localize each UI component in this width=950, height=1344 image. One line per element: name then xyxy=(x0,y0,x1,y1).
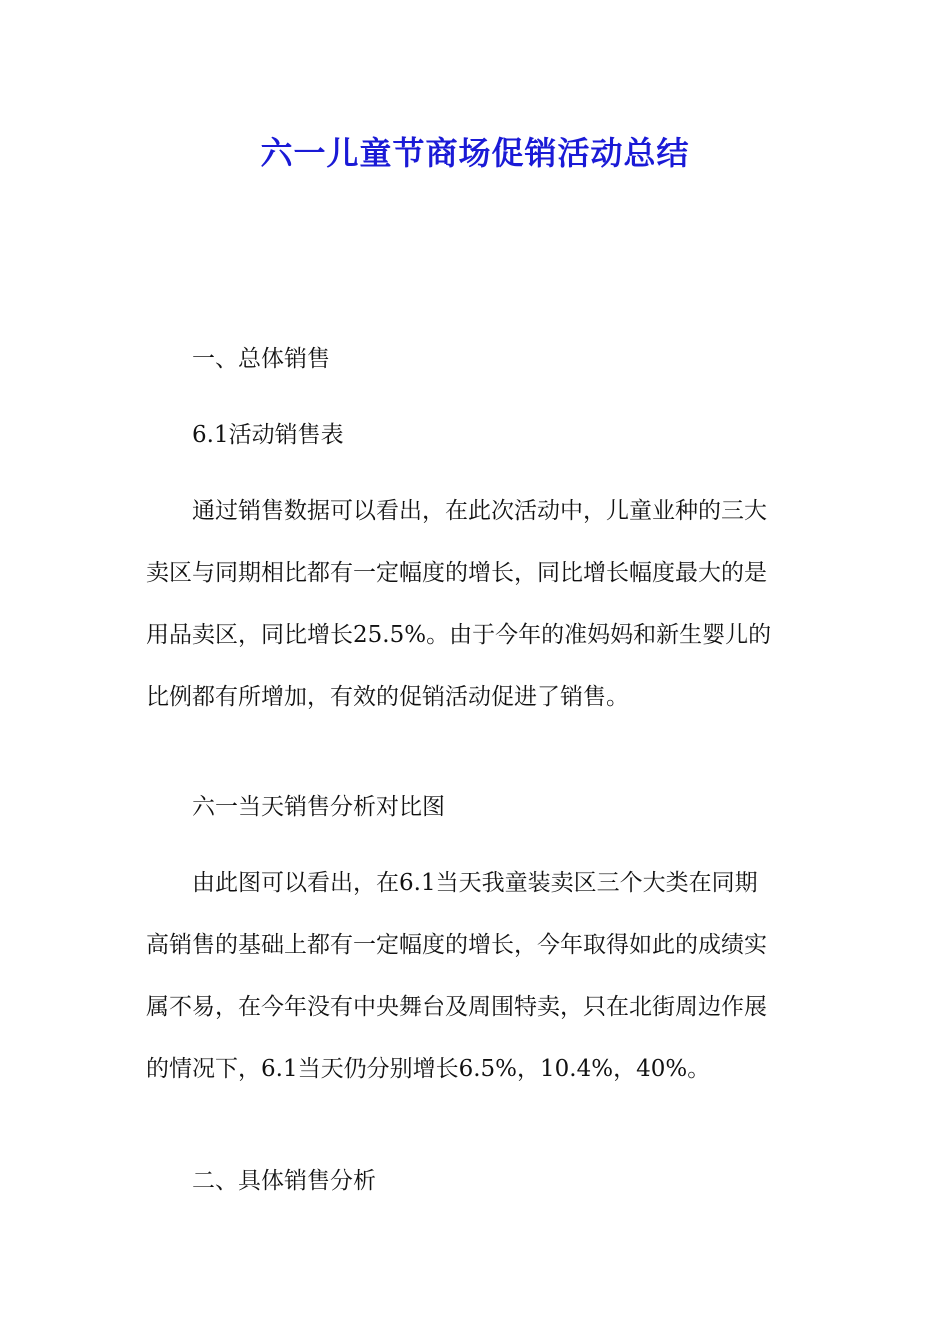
paragraph-line: 卖区与同期相比都有一定幅度的增长，同比增长幅度最大的是 xyxy=(146,560,767,586)
section-heading-detailed-sales xyxy=(146,1150,808,1212)
paragraph-line: 高销售的基础上都有一定幅度的增长，今年取得如此的成绩实 xyxy=(146,932,767,958)
section-heading-overall-sales xyxy=(146,328,808,390)
paragraph-line: 通过销售数据可以看出，在此次活动中，儿童业种的三大 xyxy=(192,498,767,524)
heading-text: 一、总体销售 xyxy=(192,346,330,372)
subheading-comparison-chart xyxy=(146,776,808,838)
paragraph-sales-summary xyxy=(146,480,808,728)
paragraph-line: 比例都有所增加，有效的促销活动促进了销售。 xyxy=(146,684,629,710)
paragraph-day-analysis xyxy=(146,852,808,1100)
document-title: 六一儿童节商场促销活动总结 xyxy=(260,134,690,172)
heading-text: 二、具体销售分析 xyxy=(192,1168,376,1194)
subheading-text: 6.1活动销售表 xyxy=(192,422,344,448)
paragraph-line: 的情况下，6.1当天仍分别增长6.5%，10.4%，40%。 xyxy=(146,1056,711,1082)
subheading-text: 六一当天销售分析对比图 xyxy=(192,794,445,820)
subheading-sales-table xyxy=(146,404,808,466)
paragraph-line: 用品卖区，同比增长25.5%。由于今年的准妈妈和新生婴儿的 xyxy=(146,622,772,648)
paragraph-line: 由此图可以看出，在6.1当天我童装卖区三个大类在同期 xyxy=(192,870,758,896)
paragraph-line: 属不易，在今年没有中央舞台及周围特卖，只在北街周边作展 xyxy=(146,994,767,1020)
